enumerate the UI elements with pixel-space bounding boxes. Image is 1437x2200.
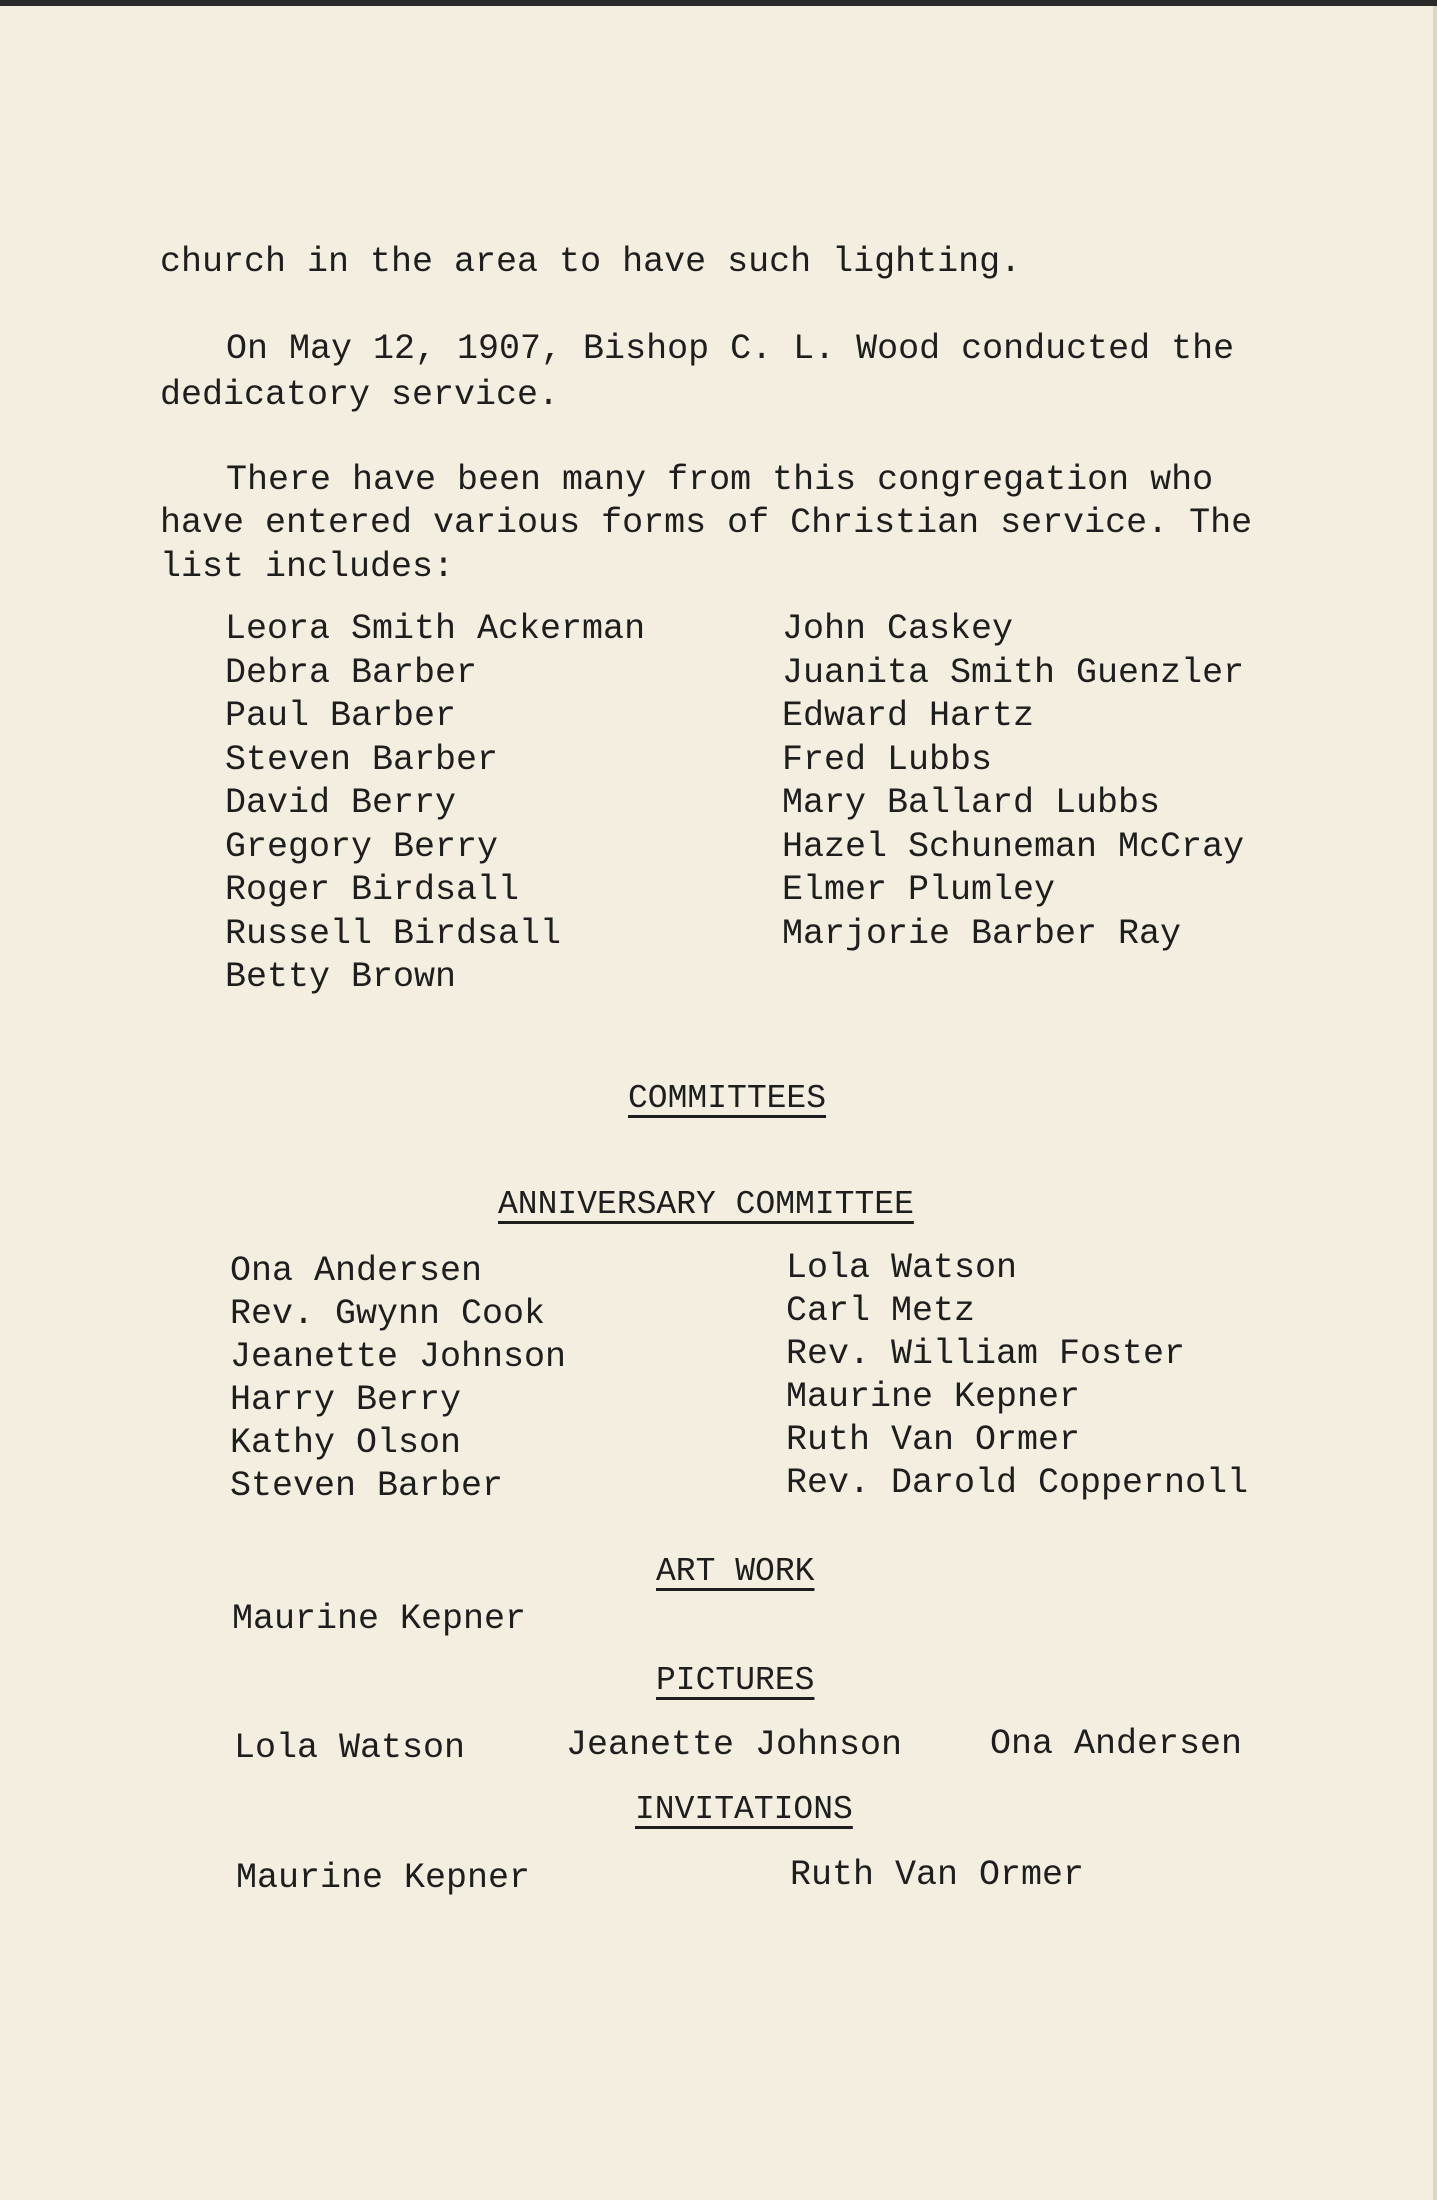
committee-member: Ruth Van Ormer (786, 1420, 1081, 1460)
paragraph-line: dedicatory service. (160, 375, 560, 415)
list-item: Edward Hartz (782, 696, 1035, 736)
pictures-member: Lola Watson (234, 1728, 466, 1768)
service-list-left (225, 609, 646, 997)
list-item: Mary Ballard Lubbs (782, 783, 1161, 823)
list-item: Juanita Smith Guenzler (782, 652, 1245, 693)
list-item: Leora Smith Ackerman (225, 609, 646, 649)
invitations-member: Ruth Van Ormer (790, 1855, 1085, 1895)
anniversary-committee-heading: ANNIVERSARY COMMITTEE (498, 1186, 914, 1223)
list-item: Debra Barber (225, 652, 478, 693)
committee-member: Kathy Olson (230, 1423, 462, 1463)
list-item: Roger Birdsall (225, 870, 520, 910)
committee-member: Rev. William Foster (786, 1334, 1186, 1374)
list-item: David Berry (225, 783, 457, 823)
list-item: Fred Lubbs (782, 739, 993, 780)
list-item: Betty Brown (225, 957, 457, 997)
pictures-heading: PICTURES (656, 1662, 815, 1699)
art-work-heading: ART WORK (656, 1553, 815, 1590)
committee-member: Steven Barber (230, 1466, 504, 1506)
committee-member: Maurine Kepner (786, 1377, 1081, 1417)
list-item: John Caskey (782, 609, 1014, 649)
pictures-member: Jeanette Johnson (566, 1725, 903, 1765)
list-item: Elmer Plumley (782, 870, 1056, 910)
list-item: Hazel Schuneman McCray (782, 826, 1245, 867)
committee-member: Rev. Darold Coppernoll (786, 1463, 1249, 1503)
paragraph-line: There have been many from this congregation who (226, 460, 1214, 500)
committee-member: Harry Berry (230, 1380, 462, 1420)
committee-member: Rev. Gwynn Cook (230, 1294, 546, 1334)
anniversary-committee-right (786, 1248, 1249, 1503)
list-item: Paul Barber (225, 696, 457, 736)
committee-member: Jeanette Johnson (230, 1337, 567, 1377)
service-list-right (782, 609, 1245, 954)
paragraph-line: On May 12, 1907, Bishop C. L. Wood conducted the (226, 329, 1235, 369)
list-item: Russell Birdsall (225, 913, 562, 954)
committee-member: Carl Metz (786, 1291, 976, 1331)
list-item: Steven Barber (225, 739, 499, 780)
list-item: Marjorie Barber Ray (782, 913, 1182, 954)
paragraph-line: have entered various forms of Christian service. The (160, 503, 1253, 543)
pictures-member: Ona Andersen (990, 1724, 1243, 1764)
committee-member: Lola Watson (786, 1248, 1018, 1288)
paragraph-line: list includes: (160, 547, 455, 587)
invitations-member: Maurine Kepner (236, 1858, 531, 1898)
committees-heading: COMMITTEES (628, 1080, 827, 1117)
paragraph-line: church in the area to have such lighting. (160, 242, 1022, 282)
committee-member: Ona Andersen (230, 1251, 483, 1291)
list-item: Gregory Berry (225, 826, 499, 867)
invitations-heading: INVITATIONS (635, 1791, 853, 1828)
art-work-member: Maurine Kepner (232, 1599, 527, 1639)
anniversary-committee-left (230, 1251, 567, 1506)
